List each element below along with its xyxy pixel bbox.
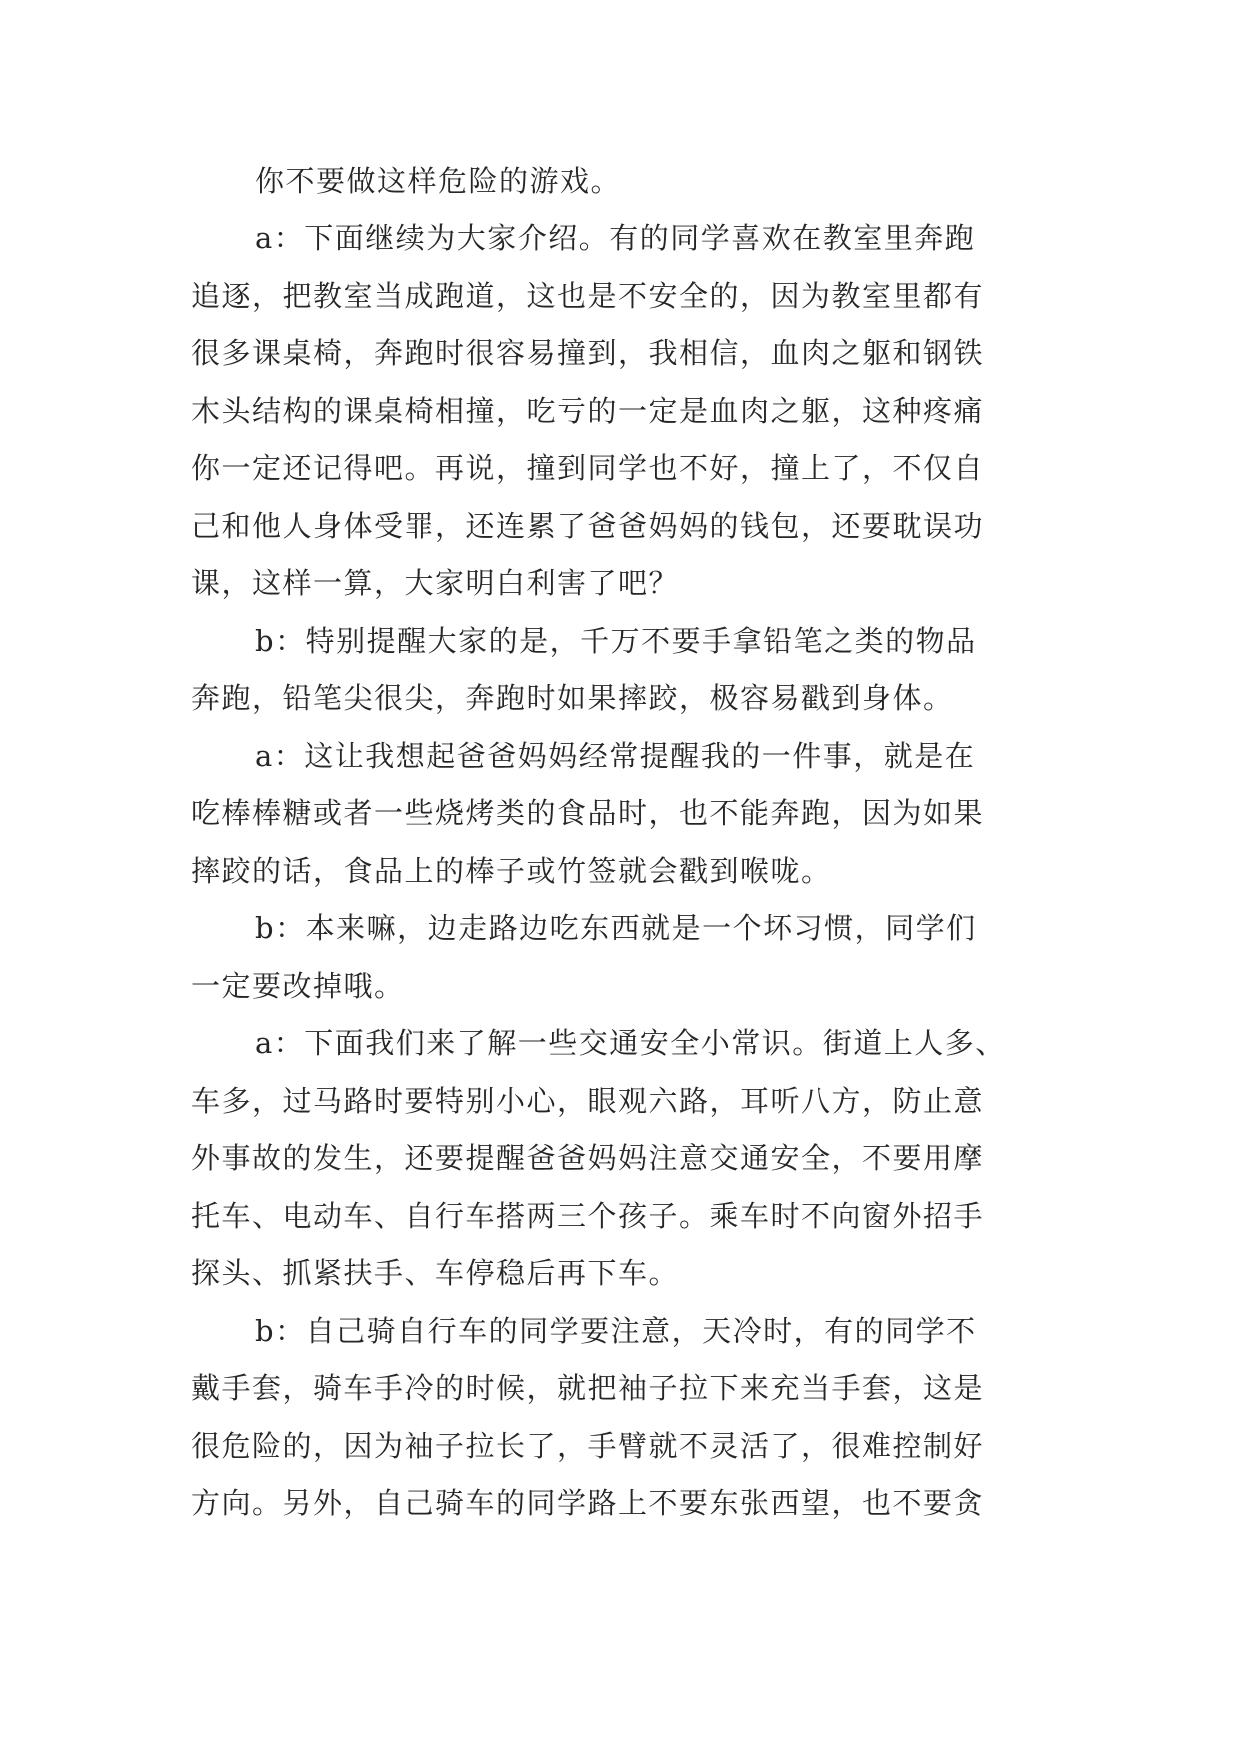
text-line: 一定要改掉哦。 <box>191 968 405 1003</box>
text-line: 托车、电动车、自行车搭两三个孩子。乘车时不向窗外招手 <box>191 1198 985 1233</box>
text-line: 吃棒棒糖或者一些烧烤类的食品时，也不能奔跑，因为如果 <box>191 796 985 830</box>
text-line: b：特别提醒大家的是，千万不要手拿铅笔之类的物品 <box>255 623 977 658</box>
text-line: 追逐，把教室当成跑道，这也是不安全的，因为教室里都有 <box>191 278 985 313</box>
text-line: 摔跤的话，食品上的棒子或竹签就会戳到喉咙。 <box>191 853 832 888</box>
document-body <box>191 153 1051 1533</box>
text-line: 你一定还记得吧。再说，撞到同学也不好，撞上了，不仅自 <box>191 451 985 485</box>
text-line: 己和他人身体受罪，还连累了爸爸妈妈的钱包，还要耽误功 <box>191 508 985 543</box>
text-line: a：这让我想起爸爸妈妈经常提醒我的一件事，就是在 <box>255 738 976 773</box>
text-line: 你不要做这样危险的游戏。 <box>255 163 622 198</box>
text-line: 很危险的，因为袖子拉长了，手臂就不灵活了，很难控制好 <box>191 1428 985 1463</box>
text-line: 木头结构的课桌椅相撞，吃亏的一定是血肉之躯，这种疼痛 <box>191 393 985 428</box>
text-line: a：下面我们来了解一些交通安全小常识。街道上人多、 <box>255 1026 1006 1060</box>
text-line: 戴手套，骑车手冷的时候，就把袖子拉下来充当手套，这是 <box>191 1371 985 1405</box>
text-line: 课，这样一算，大家明白利害了吧？ <box>191 566 680 600</box>
text-line: b：自己骑自行车的同学要注意，天冷时，有的同学不 <box>255 1313 977 1348</box>
text-line: 很多课桌椅，奔跑时很容易撞到，我相信，血肉之躯和钢铁 <box>191 336 985 370</box>
text-line: a：下面继续为大家介绍。有的同学喜欢在教室里奔跑 <box>255 221 976 255</box>
text-line: 车多，过马路时要特别小心，眼观六路，耳听八方，防止意 <box>191 1083 985 1118</box>
text-line: 方向。另外，自己骑车的同学路上不要东张西望，也不要贪 <box>191 1486 985 1520</box>
text-line: 外事故的发生，还要提醒爸爸妈妈注意交通安全，不要用摩 <box>191 1141 985 1175</box>
text-line: 探头、抓紧扶手、车停稳后再下车。 <box>191 1256 680 1290</box>
text-line: b：本来嘛，边走路边吃东西就是一个坏习惯，同学们 <box>255 911 977 945</box>
text-line: 奔跑，铅笔尖很尖，奔跑时如果摔跤，极容易戳到身体。 <box>191 681 954 715</box>
